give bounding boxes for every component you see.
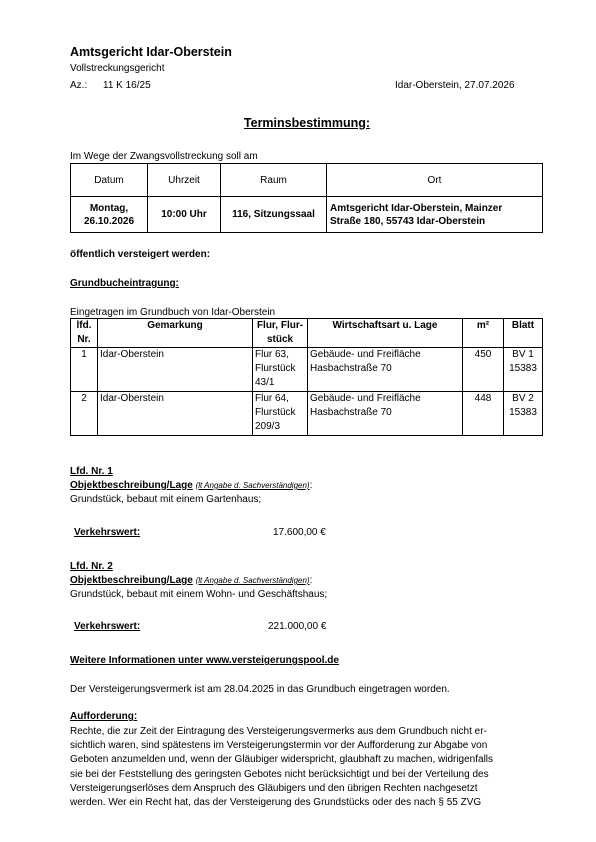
header-ort: Ort [327,164,543,197]
header-nr [71,319,98,348]
table-row [71,348,543,392]
object-description-label [70,575,312,587]
row-blatt [504,392,543,436]
value-label: Verkehrswert: [74,621,141,632]
appointment-place-line1: Amtsgericht Idar-Oberstein, Mainzer [330,202,503,214]
court-name: Amtsgericht Idar-Oberstein [70,45,232,59]
header-datum: Datum [71,164,148,197]
market-value: 221.000,00 € [268,621,327,632]
object-heading: Lfd. Nr. 2 [70,561,113,572]
land-register-heading: Grundbucheintragung: [70,278,179,289]
more-info-link[interactable]: Weitere Informationen unter www.versteigerungspool.de [70,655,339,666]
row-blatt-line1: BV 2 [512,393,534,404]
table-row [71,392,543,436]
header-flur-line1: Flur, Flur- [256,320,304,331]
page-title: Terminsbestimmung: [243,116,371,130]
row-gemarkung: Idar-Oberstein [98,348,253,392]
request-line: sichtlich waren, sind spätestens im Versteigerungstermin vor der Aufforderung zur Abgabe von [70,740,488,752]
request-line: Versteigerungserlöses dem Anspruch des Gläubigers und den übrigen Rechten nachgesetzt [70,782,478,794]
row-area: 448 [463,392,504,436]
header-blatt: Blatt [504,319,543,348]
appointment-place-line2: Straße 180, 55743 Idar-Oberstein [330,215,486,227]
description-label: Objektbeschreibung/Lage [70,575,193,586]
row-art-line1: Gebäude- und Freifläche [310,349,421,360]
header-nr-line2: Nr. [77,334,91,345]
row-nr: 2 [71,392,98,436]
appointment-table [70,163,543,233]
request-line: werden. Wer ein Recht hat, das der Versteigerung des Grundstücks oder des nach § 55 ZVG [70,797,482,809]
appointment-table-row [71,197,543,233]
appointment-date-value: 26.10.2026 [83,215,135,227]
row-flur [253,392,308,436]
description-colon: : [309,480,313,491]
appointment-room: 116, Sitzungssaal [221,197,327,233]
market-value: 17.600,00 € [273,527,326,538]
case-number: 11 K 16/25 [103,80,151,91]
header-gemarkung: Gemarkung [98,319,253,348]
request-line: sie bei der Feststellung des geringsten Gebotes nicht berücksichtigt und bei der Verteilung des [70,768,489,780]
row-flur-line3: 43/1 [255,377,275,388]
header-uhrzeit: Uhrzeit [148,164,221,197]
object-description: Grundstück, bebaut mit einem Gartenhaus; [70,494,262,505]
row-blatt-line1: BV 1 [512,349,534,360]
header-flur-line2: stück [266,334,294,345]
description-label: Objektbeschreibung/Lage [70,480,193,491]
row-flur-line3: 209/3 [255,421,281,432]
header-area: m² [463,319,504,348]
value-label: Verkehrswert: [74,527,141,538]
row-blatt-line2: 15383 [509,407,537,418]
description-note: (lt Angabe d. Sachverständigen) [195,481,310,490]
row-nr: 1 [71,348,98,392]
appointment-date-weekday: Montag, [89,202,129,214]
parcel-table-header [71,319,543,348]
intro-text: Im Wege der Zwangsvollstreckung soll am [70,151,258,162]
request-line: Geboten anzumelden und, wenn der Gläubiger widerspricht, glaubhaft zu machen, widrigenfalls [70,754,494,766]
row-flur [253,348,308,392]
appointment-time: 10:00 Uhr [148,197,221,233]
row-flur-line2: Flurstück [255,407,296,418]
description-note: (lt Angabe d. Sachverständigen) [195,576,310,585]
court-department: Vollstreckungsgericht [70,63,165,74]
header-raum: Raum [221,164,327,197]
case-number-label: Az.: [70,80,88,91]
row-area: 450 [463,348,504,392]
row-wirtschaftsart [308,348,463,392]
appointment-date [71,197,148,233]
parcel-table [70,318,543,436]
row-flur-line2: Flurstück [255,363,296,374]
row-gemarkung: Idar-Oberstein [98,392,253,436]
request-line: Rechte, die zur Zeit der Eintragung des Versteigerungsvermerks aus dem Grundbuch nicht er- [70,726,487,737]
row-art-line1: Gebäude- und Freifläche [310,393,421,404]
request-paragraph [70,725,530,810]
row-art-line2: Hasbachstraße 70 [310,407,392,418]
row-flur-line1: Flur 64, [255,393,289,404]
row-blatt [504,348,543,392]
description-colon: : [309,575,313,586]
header-wirtschaftsart: Wirtschaftsart u. Lage [308,319,463,348]
row-blatt-line2: 15383 [509,363,537,374]
appointment-place [327,197,543,233]
header-nr-line1: lfd. [76,320,92,331]
auction-text: öffentlich versteigert werden: [70,249,211,260]
row-art-line2: Hasbachstraße 70 [310,363,392,374]
header-flur [253,319,308,348]
request-heading: Aufforderung: [70,711,138,722]
place-date: Idar-Oberstein, 27.07.2026 [395,80,515,91]
land-register-intro: Eingetragen im Grundbuch von Idar-Oberstein [70,307,276,318]
object-heading: Lfd. Nr. 1 [70,466,113,477]
row-wirtschaftsart [308,392,463,436]
row-flur-line1: Flur 63, [255,349,289,360]
object-description-label [70,480,312,492]
appointment-table-header [71,164,543,197]
register-note: Der Versteigerungsvermerk ist am 28.04.2025 in das Grundbuch eingetragen worden. [70,684,450,695]
object-description: Grundstück, bebaut mit einem Wohn- und Geschäftshaus; [70,589,328,600]
